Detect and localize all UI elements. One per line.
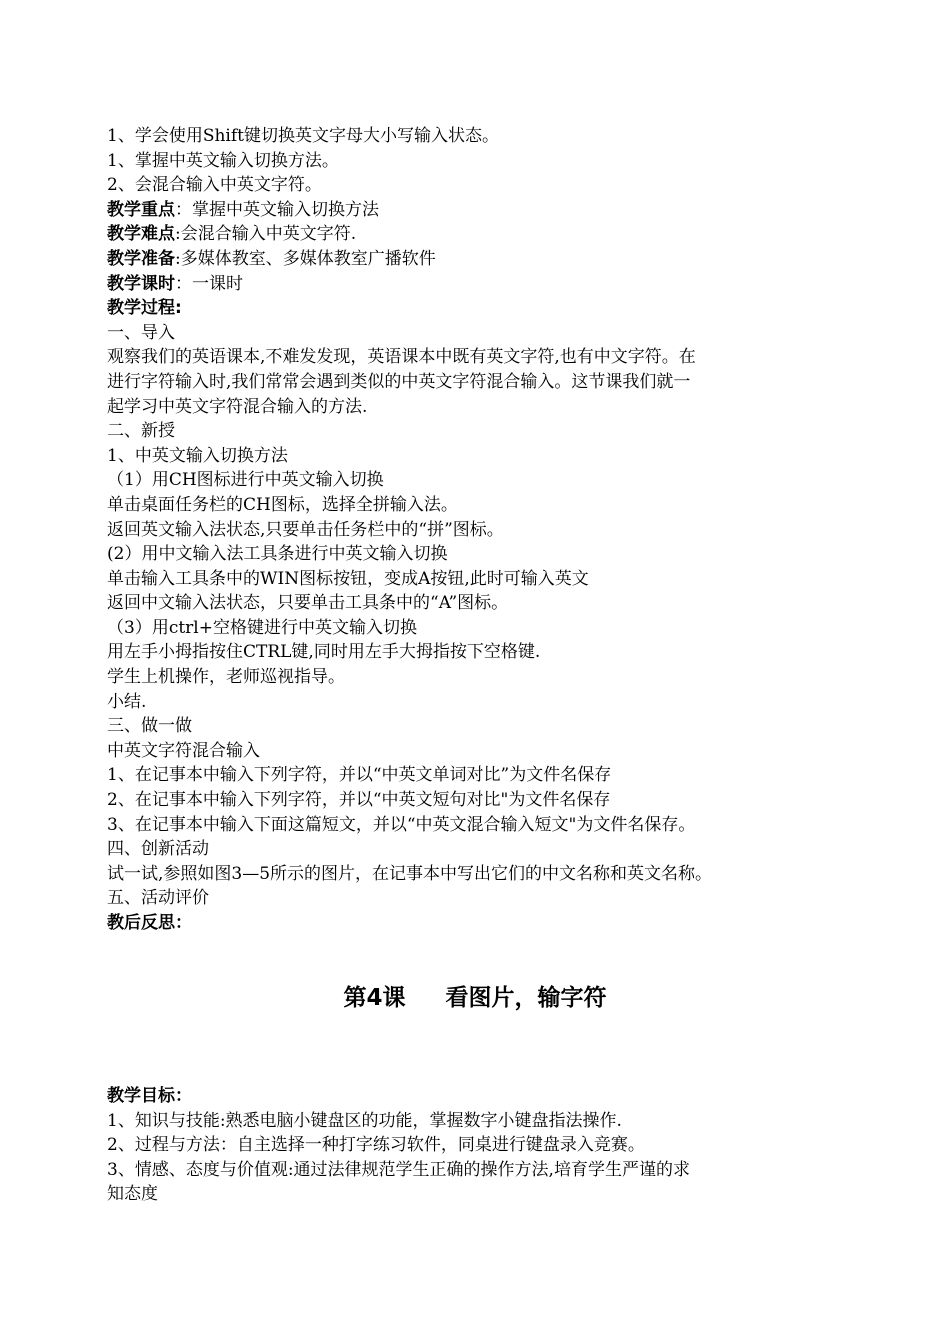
- key-point-text: ：掌握中英文输入切换方法: [175, 199, 379, 220]
- method-2: (2）用中文输入法工具条进行中英文输入切换: [107, 544, 448, 565]
- key-point: [107, 198, 807, 223]
- objective-shift: 1、学会使用Shift键切换英文字母大小写输入状态。: [107, 126, 499, 146]
- intro-line-2: 进行字符输入时,我们常常会遇到类似的中英文字符混合输入。这节课我们就一: [107, 371, 691, 392]
- goal-3-line-1: 3、情感、态度与价值观:通过法律规范学生正确的操作方法,培育学生严谨的求: [107, 1159, 690, 1180]
- goal-3-line-2: 知态度: [107, 1184, 158, 1205]
- method-1-step-a: 单击桌面任务栏的CH图标，选择全拼输入法。: [107, 494, 458, 515]
- section-intro-heading: 一、导入: [107, 322, 175, 343]
- intro-line-1: 观察我们的英语课本,不难发发现，英语课本中既有英文字符,也有中文字符。在: [107, 347, 696, 368]
- method-title: 1、中英文输入切换方法: [107, 445, 288, 466]
- goals-heading: 教学目标：: [107, 1086, 192, 1106]
- difficulty-label: 教学难点: [107, 224, 175, 245]
- method-1: （1）用CH图标进行中英文输入切换: [107, 470, 384, 491]
- key-point-label: 教学重点: [107, 199, 175, 220]
- class-hours: [107, 272, 807, 297]
- goal-2: 2、过程与方法：自主选择一种打字练习软件，同桌进行键盘录入竞赛。: [107, 1135, 645, 1156]
- method-1-step-b: 返回英文输入法状态,只要单击任务栏中的“拼”图标。: [107, 519, 504, 540]
- class-hours-label: 教学课时: [107, 273, 175, 294]
- lesson4-content: [107, 1084, 807, 1207]
- do-title: 中英文字符混合输入: [107, 740, 260, 761]
- lesson4-title: 第4课 看图片，输字符: [343, 985, 607, 1011]
- method-2-step-b: 返回中文输入法状态，只要单击工具条中的“A”图标。: [107, 593, 509, 614]
- lesson3-content: [107, 124, 807, 936]
- do-task-2: 2、在记事本中输入下列字符，并以“中英文短句对比"为文件名保存: [107, 790, 611, 811]
- method-2-step-a: 单击输入工具条中的WIN图标按钮，变成A按钮,此时可输入英文: [107, 568, 589, 589]
- section-innovation-heading: 四、创新活动: [107, 839, 209, 860]
- difficulty: [107, 222, 807, 247]
- goal-1: 1、知识与技能:熟悉电脑小键盘区的功能，掌握数字小键盘指法操作.: [107, 1110, 622, 1131]
- method-3-step-a: 用左手小拇指按住CTRL键,同时用左手大拇指按下空格键.: [107, 642, 541, 663]
- summary-note: 小结.: [107, 691, 147, 712]
- class-hours-text: ：一课时: [175, 273, 243, 294]
- process-heading: 教学过程:: [107, 298, 182, 319]
- section-do-heading: 三、做一做: [107, 716, 192, 737]
- preparation-text: :多媒体教室、多媒体教室广播软件: [175, 248, 436, 269]
- preparation-label: 教学准备: [107, 248, 175, 269]
- intro-line-3: 起学习中英文字符混合输入的方法.: [107, 396, 368, 417]
- practice-note: 学生上机操作，老师巡视指导。: [107, 667, 345, 688]
- objective-2: 2、会混合输入中英文字符。: [107, 175, 322, 196]
- reflection-heading: 教后反思：: [107, 913, 192, 933]
- difficulty-text: :会混合输入中英文字符.: [175, 224, 357, 245]
- do-task-3: 3、在记事本中输入下面这篇短文，并以“中英文混合输入短文"为文件名保存。: [107, 814, 696, 835]
- method-3: （3）用ctrl+空格键进行中英文输入切换: [107, 617, 417, 638]
- innovation-task: 试一试,参照如图3—5所示的图片，在记事本中写出它们的中文名称和英文名称。: [107, 863, 713, 884]
- do-task-1: 1、在记事本中输入下列字符，并以“中英文单词对比”为文件名保存: [107, 765, 612, 786]
- preparation: [107, 247, 807, 272]
- section-evaluation-heading: 五、活动评价: [107, 888, 209, 909]
- objective-1: 1、掌握中英文输入切换方法。: [107, 150, 339, 171]
- section-new-heading: 二、新授: [107, 421, 175, 442]
